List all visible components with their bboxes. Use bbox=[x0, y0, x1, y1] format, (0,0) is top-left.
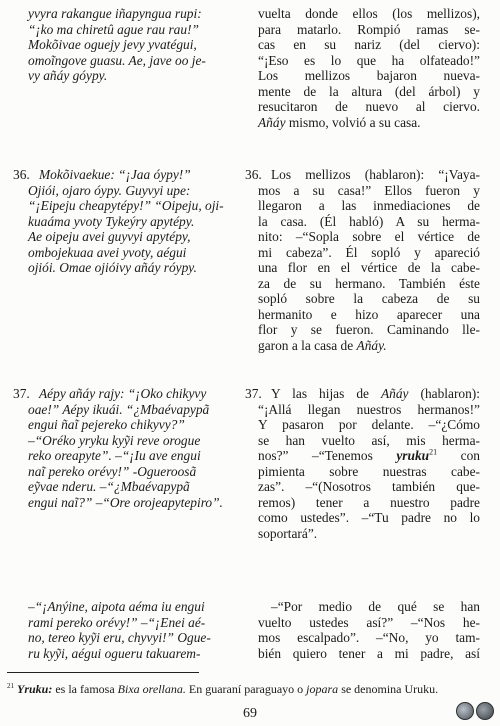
text-line: ojiói. Omae ojióivy añáy róypy. bbox=[28, 260, 197, 275]
text-fragment: nos?” –“Tenemos bbox=[258, 448, 373, 463]
paragraph-number: 36. bbox=[245, 167, 262, 182]
text-line: Los mellizos (hablaron): “¡Vaya- bbox=[271, 167, 480, 182]
text-line: eỹvae nderu. –“¿Mbaévapypã bbox=[28, 479, 190, 494]
corner-controls bbox=[456, 702, 494, 720]
footnote-divider bbox=[7, 672, 199, 673]
dots-button-icon[interactable] bbox=[476, 702, 494, 720]
text-line: zas”. –“(Nosotros también que- bbox=[258, 479, 480, 494]
guarani-paragraph-last bbox=[28, 599, 240, 661]
text-line: hermanito e hizo aparecer una bbox=[258, 306, 480, 322]
text-line: mos a su casa!” Ellos fueron y bbox=[258, 182, 480, 198]
text-line: –“Por medio de qué se han bbox=[271, 599, 480, 614]
text-line: una flor en el vértice de la cabe- bbox=[258, 260, 480, 275]
term-yruku: yruku bbox=[396, 448, 430, 463]
text-line: remos) tener a nuestro padre bbox=[258, 494, 480, 510]
text-line: vy añáy góypy. bbox=[28, 68, 108, 83]
text-line: Aépy añáy rajy: “¡Oko chikyvy bbox=[39, 386, 207, 401]
text-line: omoĩngove guasu. Ae, jave oo je- bbox=[28, 52, 206, 68]
text-line bbox=[271, 386, 480, 402]
text-line: rami pereko orévy!” –“¡Enei aé- bbox=[28, 614, 206, 630]
page-number: 69 bbox=[243, 706, 257, 721]
text-line: engui naĩ?” –“Ore orojeapytepiro”. bbox=[28, 494, 223, 510]
text-line: “¡Allá llegan nuestros hermanos!” bbox=[258, 401, 480, 417]
text-line: vuelta donde ellos (los mellizos), bbox=[258, 6, 480, 21]
text-line: reko oreapyte”. –“¡Iu ave engui bbox=[28, 448, 201, 463]
text-line: la casa. (Él habló) A su herma- bbox=[258, 213, 480, 229]
text-line: engui ñaĩ pejereko chikyvy?” bbox=[28, 417, 185, 432]
text-line: oae!” Aépy ikuái. “¿Mbaévapypã bbox=[28, 401, 210, 417]
text-line: za de su hermano. También éste bbox=[258, 275, 480, 291]
text-line: yvyra rakangue iñapyngua rupi: bbox=[28, 6, 202, 21]
text-line: mos escalpado”. –“No, yo tam- bbox=[258, 630, 480, 645]
text-line: como ustedes”. –“Tu padre no lo bbox=[258, 510, 480, 525]
guarani-paragraph-37 bbox=[13, 386, 243, 510]
guarani-text-column bbox=[28, 6, 240, 84]
paragraph-number: 36. bbox=[13, 167, 30, 182]
text-line: ru kyỹi, aégui ogueru takuarem- bbox=[28, 645, 201, 661]
text-fragment: garon a la casa de bbox=[258, 337, 354, 353]
footnote bbox=[7, 682, 497, 696]
text-line: no, tereo kyỹi eru, chyvyi!” Ogue- bbox=[28, 630, 211, 645]
text-fragment: (hablaron): bbox=[420, 386, 480, 401]
text-line bbox=[258, 448, 480, 464]
text-line: Ojiói, ojaro óypy. Guyvyi upe: bbox=[28, 182, 191, 198]
spanish-paragraph-last bbox=[258, 599, 480, 661]
text-line: mente de la altura (del árbol) y bbox=[258, 83, 480, 99]
text-line: ombojekuaa avei yvoty, aégui bbox=[28, 244, 187, 260]
text-line: mi cabeza”. Él sopló y apareció bbox=[258, 244, 480, 260]
guarani-paragraph-continued bbox=[28, 6, 240, 84]
paragraph-number: 37. bbox=[13, 386, 30, 401]
name-anay: Añáy bbox=[258, 114, 286, 130]
text-line: cas en su nariz (del ciervo): bbox=[258, 37, 480, 52]
text-line: –“¡Anýine, aipota aéma iu engui bbox=[28, 599, 205, 614]
text-line: flor y se fueron. Caminando lle- bbox=[258, 322, 480, 337]
text-line: se han vuelto así, mis herma- bbox=[258, 432, 480, 448]
text-line: Los mellizos bajaron nueva- bbox=[258, 68, 480, 83]
circle-button-icon[interactable] bbox=[456, 702, 474, 720]
text-line: kuaáma yvoty Tykeýry apytépy. bbox=[28, 213, 195, 229]
footnote-text: se denomina Uruku. bbox=[341, 682, 439, 696]
footnote-text: En guaraní paraguayo o bbox=[188, 682, 304, 696]
text-line: “¡Eso es lo que ha olfateado!” bbox=[258, 52, 480, 68]
text-line: bién quiero tener a mi padre, así bbox=[258, 645, 480, 661]
text-line: “¡ko ma chiretû ague rau rau!” bbox=[28, 21, 199, 37]
text-line: naĩ pereko orévy!” -Ogueroosã bbox=[28, 463, 197, 479]
paragraph-number: 37. bbox=[245, 386, 262, 401]
name-anay: Añáy bbox=[380, 386, 409, 401]
text-line: Y pasaron por delante. –“¿Cómo bbox=[258, 417, 480, 432]
text-fragment: con bbox=[460, 448, 480, 463]
spanish-paragraph-36 bbox=[245, 167, 480, 353]
text-line: nito: –“Sopla sobre el vértice de bbox=[258, 229, 480, 244]
text-line: sopló sobre la cabeza de su bbox=[258, 291, 480, 306]
text-fragment: Y las hijas de bbox=[271, 386, 369, 401]
spanish-paragraph-37 bbox=[245, 386, 480, 541]
text-line: para matarlo. Rompió ramas se- bbox=[258, 21, 480, 37]
text-line: –“Oréko yryku kyỹi reve orogue bbox=[28, 432, 201, 448]
text-line bbox=[258, 115, 480, 131]
text-line: resucitaron de nuevo al ciervo. bbox=[258, 99, 480, 114]
text-line: “¡Eipeju cheapytépy!” “Oipeju, oji- bbox=[28, 198, 224, 213]
name-anay: Añáy. bbox=[356, 337, 387, 353]
text-line: Mokõivaekue: “¡Jaa óypy!” bbox=[39, 167, 191, 182]
footnote-jopara: jopara bbox=[306, 682, 339, 696]
text-line: soportará”. bbox=[258, 525, 318, 541]
footnote-number: 21 bbox=[7, 682, 14, 690]
text-line: vuelto ustedes así?” –“Nos he- bbox=[258, 614, 480, 630]
footnote-ref: 21 bbox=[429, 447, 438, 457]
footnote-species: Bixa orellana. bbox=[117, 682, 186, 696]
text-fragment: mismo, volvió a su casa. bbox=[288, 114, 421, 130]
text-line: Mokõivae oguejy jevy yvatégui, bbox=[28, 37, 197, 52]
spanish-paragraph-continued bbox=[258, 6, 480, 130]
text-line: Ae oipeju avei guyvyi apytépy, bbox=[28, 229, 191, 244]
text-line: llegaron a las inmediaciones de bbox=[258, 198, 480, 213]
guarani-paragraph-36 bbox=[13, 167, 243, 276]
footnote-term: Yruku: bbox=[17, 682, 53, 696]
text-line bbox=[258, 338, 480, 354]
footnote-text: es la famosa bbox=[55, 682, 115, 696]
text-line: pimienta sobre nuestras cabe- bbox=[258, 463, 480, 479]
